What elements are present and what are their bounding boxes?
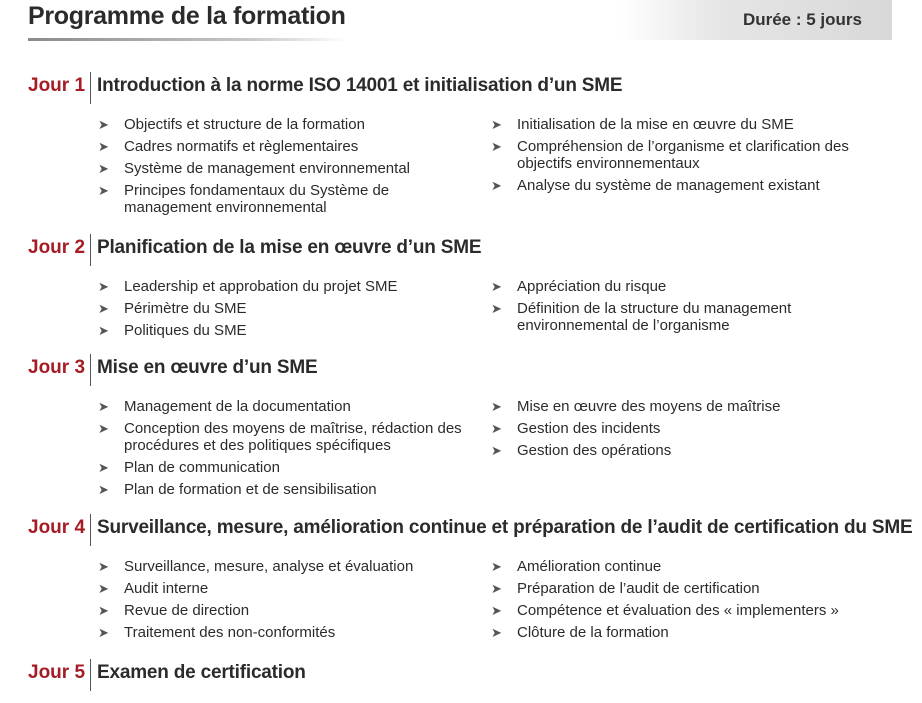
chevron-right-icon: ➤ <box>491 178 502 193</box>
list-item <box>98 580 473 597</box>
day-header <box>28 659 908 691</box>
list-item <box>98 398 473 415</box>
list-item-text: Revue de direction <box>124 602 250 619</box>
list-item <box>98 481 473 498</box>
list-item-text: Compétence et évaluation des « implementers » <box>517 602 839 619</box>
chevron-right-icon: ➤ <box>98 399 109 414</box>
list-item <box>98 160 473 177</box>
chevron-right-icon: ➤ <box>491 421 502 436</box>
chevron-right-icon: ➤ <box>491 301 502 316</box>
list-item-text: Plan de formation et de sensibilisation <box>124 481 377 498</box>
chevron-right-icon: ➤ <box>98 421 109 436</box>
chevron-right-icon: ➤ <box>98 581 109 596</box>
chevron-right-icon: ➤ <box>491 581 502 596</box>
list-item <box>98 138 473 155</box>
list-item <box>98 624 473 641</box>
list-item-text: Préparation de l’audit de certification <box>517 580 760 597</box>
list-item <box>98 420 473 454</box>
day-separator <box>90 72 91 104</box>
day-label: Jour 5 <box>28 662 86 683</box>
list-item <box>98 182 473 216</box>
chevron-right-icon: ➤ <box>491 117 502 132</box>
chevron-right-icon: ➤ <box>98 117 109 132</box>
list-item <box>491 558 866 575</box>
list-item-text: Périmètre du SME <box>124 300 247 317</box>
day-header <box>28 354 908 386</box>
chevron-right-icon: ➤ <box>491 443 502 458</box>
list-item-text: Audit interne <box>124 580 209 597</box>
chevron-right-icon: ➤ <box>491 625 502 640</box>
list-item <box>491 624 866 641</box>
chevron-right-icon: ➤ <box>98 161 109 176</box>
day-header <box>28 234 908 266</box>
list-item-text: Gestion des incidents <box>517 420 661 437</box>
chevron-right-icon: ➤ <box>98 603 109 618</box>
list-item <box>98 322 473 339</box>
list-item-text: Mise en œuvre des moyens de maîtrise <box>517 398 781 415</box>
list-item-text: Appréciation du risque <box>517 278 667 295</box>
chevron-right-icon: ➤ <box>98 323 109 338</box>
day-label: Jour 4 <box>28 517 86 538</box>
list-item-text: Analyse du système de management existant <box>517 177 820 194</box>
list-item-text: Gestion des opérations <box>517 442 672 459</box>
topic-list-left <box>98 116 473 221</box>
chevron-right-icon: ➤ <box>98 482 109 497</box>
list-item-text: Traitement des non-conformités <box>124 624 336 641</box>
list-item-text: Leadership et approbation du projet SME <box>124 278 398 295</box>
list-item <box>491 300 866 334</box>
duration-label: Durée : 5 jours <box>742 10 862 29</box>
list-item <box>98 602 473 619</box>
day-separator <box>90 354 91 386</box>
list-item <box>491 177 866 194</box>
chevron-right-icon: ➤ <box>98 625 109 640</box>
list-item <box>491 398 866 415</box>
list-item <box>491 278 866 295</box>
chevron-right-icon: ➤ <box>491 603 502 618</box>
chevron-right-icon: ➤ <box>98 559 109 574</box>
day-separator <box>90 659 91 691</box>
list-item-text: Clôture de la formation <box>517 624 669 641</box>
list-item <box>98 278 473 295</box>
list-item-text: Plan de communication <box>124 459 280 476</box>
topic-list-left <box>98 398 473 503</box>
list-item-text: Cadres normatifs et règlementaires <box>124 138 359 155</box>
day-title: Surveillance, mesure, amélioration continue et préparation de l’audit de certification du SME <box>97 517 913 538</box>
list-item-text: Amélioration continue <box>517 558 662 575</box>
header <box>0 0 922 42</box>
list-item-text: Surveillance, mesure, analyse et évaluation <box>124 558 414 575</box>
list-item <box>491 420 866 437</box>
list-item <box>98 116 473 133</box>
list-item-text: Compréhension de l’organisme et clarification des objectifs environnementaux <box>517 138 849 172</box>
day-label: Jour 2 <box>28 237 86 258</box>
chevron-right-icon: ➤ <box>98 183 109 198</box>
topic-list-right <box>491 398 866 464</box>
topic-list-left <box>98 278 473 344</box>
list-item <box>491 116 866 133</box>
day-separator <box>90 514 91 546</box>
list-item <box>98 300 473 317</box>
chevron-right-icon: ➤ <box>491 399 502 414</box>
day-header <box>28 514 913 546</box>
topic-list-right <box>491 558 866 646</box>
topic-list-right <box>491 278 866 339</box>
chevron-right-icon: ➤ <box>98 301 109 316</box>
list-item-text: Système de management environnemental <box>124 160 410 177</box>
chevron-right-icon: ➤ <box>491 139 502 154</box>
list-item <box>491 442 866 459</box>
chevron-right-icon: ➤ <box>98 460 109 475</box>
list-item <box>98 558 473 575</box>
topic-list-left <box>98 558 473 646</box>
list-item <box>491 580 866 597</box>
list-item-text: Objectifs et structure de la formation <box>124 116 365 133</box>
day-separator <box>90 234 91 266</box>
day-title: Planification de la mise en œuvre d’un SME <box>97 237 482 258</box>
list-item-text: Initialisation de la mise en œuvre du SME <box>517 116 794 133</box>
list-item <box>491 602 866 619</box>
chevron-right-icon: ➤ <box>491 279 502 294</box>
chevron-right-icon: ➤ <box>98 279 109 294</box>
list-item-text: Management de la documentation <box>124 398 351 415</box>
day-title: Examen de certification <box>97 662 306 683</box>
day-label: Jour 3 <box>28 357 86 378</box>
list-item-text: Définition de la structure du management environnemental de l’organisme <box>517 300 792 334</box>
day-title: Mise en œuvre d’un SME <box>97 357 318 378</box>
chevron-right-icon: ➤ <box>491 559 502 574</box>
title-underline <box>28 38 348 41</box>
chevron-right-icon: ➤ <box>98 139 109 154</box>
list-item-text: Politiques du SME <box>124 322 247 339</box>
day-header <box>28 72 908 104</box>
list-item-text: Principes fondamentaux du Système de management environnemental <box>124 182 390 216</box>
page-title: Programme de la formation <box>28 2 346 30</box>
topic-list-right <box>491 116 866 199</box>
list-item <box>491 138 866 172</box>
day-label: Jour 1 <box>28 75 86 96</box>
day-title: Introduction à la norme ISO 14001 et initialisation d’un SME <box>97 75 623 96</box>
list-item-text: Conception des moyens de maîtrise, rédaction des procédures et des politiques spécifiques <box>124 420 462 454</box>
list-item <box>98 459 473 476</box>
duration-box <box>620 0 892 40</box>
